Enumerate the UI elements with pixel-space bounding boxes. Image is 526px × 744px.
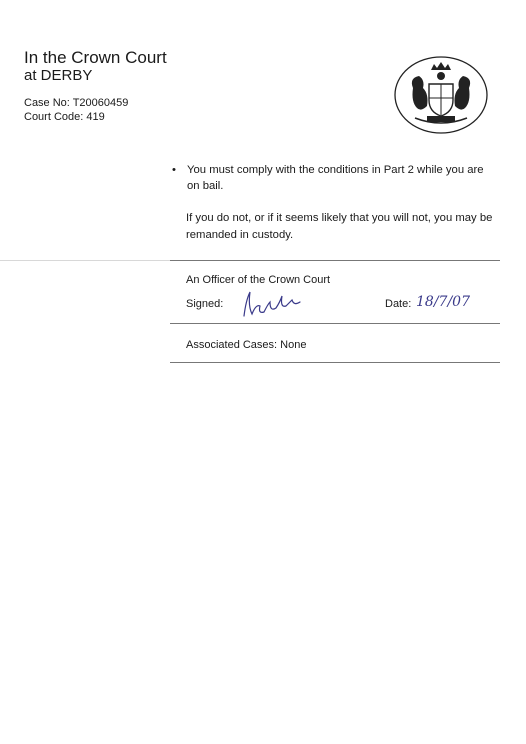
associated-cases: Associated Cases: None (186, 339, 307, 351)
case-number: Case No: T20060459 (24, 97, 129, 109)
court-code: Court Code: 419 (24, 111, 105, 123)
divider (170, 323, 500, 324)
handwritten-signature (236, 288, 326, 322)
date-label: Date: (385, 298, 412, 310)
divider (0, 260, 170, 261)
bullet-point: • (172, 164, 176, 176)
date-value: 18/7/07 (416, 294, 470, 310)
court-location: at DERBY (24, 67, 93, 84)
signed-label: Signed: (186, 298, 224, 310)
bail-condition-text: You must comply with the conditions in Part 2 while you are on bail. (187, 164, 484, 192)
court-title: In the Crown Court (24, 48, 167, 67)
divider (170, 260, 500, 261)
royal-coat-of-arms-icon (393, 54, 489, 136)
custody-warning: If you do not, or if it seems likely that you will not, you may be remanded in custody. (186, 212, 493, 241)
divider (170, 362, 500, 363)
officer-title: An Officer of the Crown Court (186, 274, 331, 286)
